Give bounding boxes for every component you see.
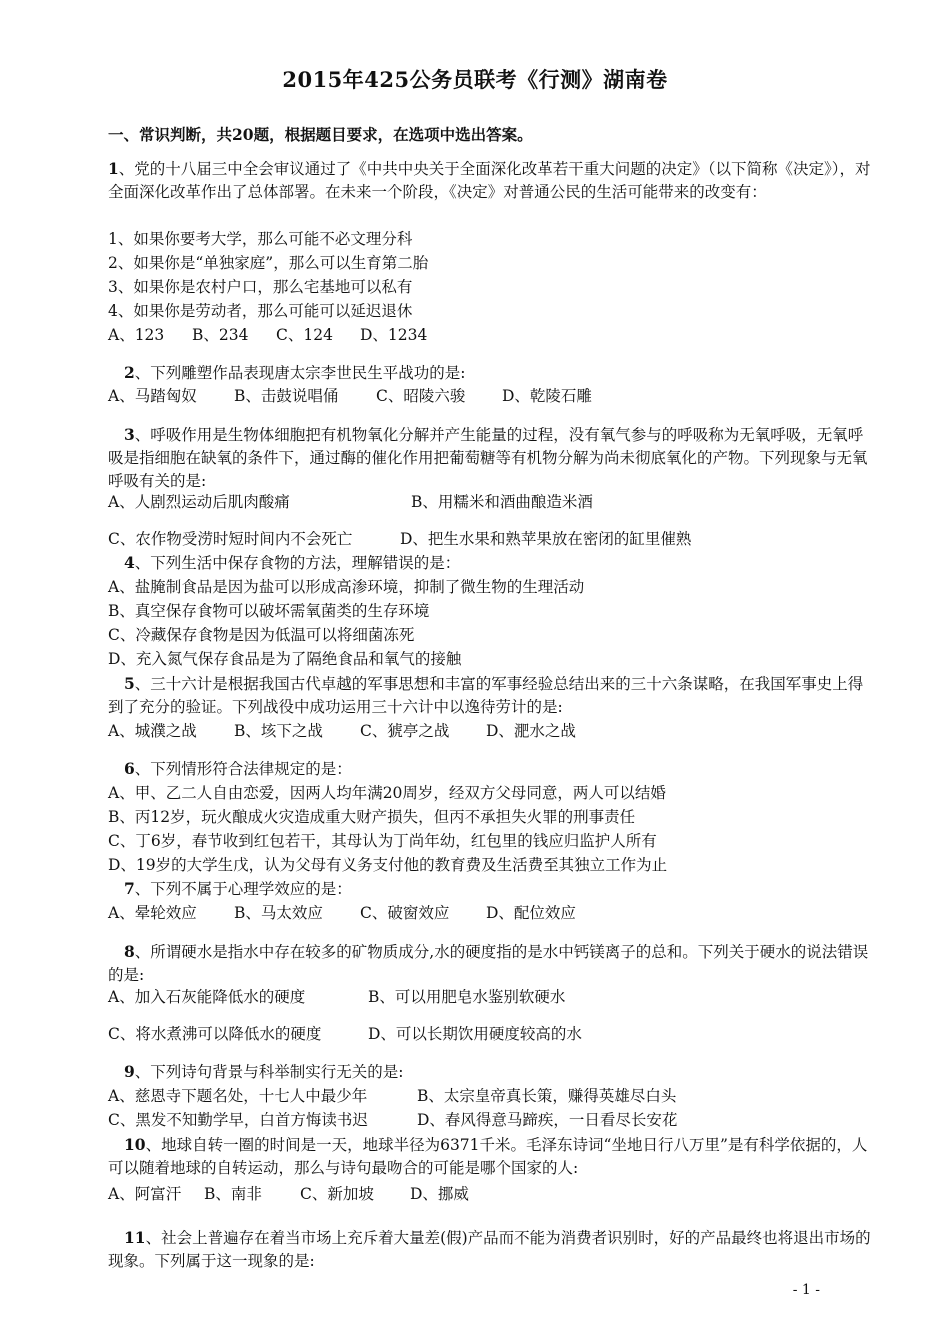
question-number: 7 (124, 879, 135, 898)
option-a: A、马踏匈奴 (108, 387, 197, 405)
question-3 (108, 423, 874, 493)
question-number: 11 (124, 1228, 146, 1247)
list-item: 1、如果你要考大学，那么可能不必文理分科 (108, 230, 413, 248)
option-d: D、淝水之战 (486, 722, 576, 740)
option-c: C、新加坡 (300, 1185, 374, 1203)
question-7 (124, 878, 352, 900)
options-row (108, 986, 565, 1008)
option-b: B、可以用肥皂水鉴别软硬水 (368, 988, 566, 1006)
option-b: B、南非 (204, 1185, 262, 1203)
options-row (108, 720, 576, 742)
options-row (108, 1085, 676, 1107)
option-b: B、丙12岁，玩火酿成火灾造成重大财产损失，但丙不承担失火罪的刑事责任 (108, 808, 636, 826)
section-heading: 一、常识判断，共20题，根据题目要求，在选项中选出答案。 (108, 125, 533, 144)
question-number: 5 (124, 674, 135, 693)
question-2 (124, 362, 466, 384)
options-row (108, 1183, 469, 1205)
question-text: 、所谓硬水是指水中存在较多的矿物质成分,水的硬度指的是水中钙镁离子的总和。下列关于硬水的说法错误的是: (108, 943, 869, 984)
option-d: D、把生水果和熟苹果放在密闭的缸里催熟 (400, 530, 692, 548)
question-number: 1 (108, 159, 119, 178)
options-row (108, 385, 592, 407)
option-d: D、19岁的大学生戊，认为父母有义务支付他的教育费及生活费至其独立工作为止 (108, 856, 668, 874)
question-text: 、三十六计是根据我国古代卓越的军事思想和丰富的军事经验总结出来的三十六条谋略，在我国军事史上得到了充分的验证。下列战役中成功运用三十六计中以逸待劳计的是: (108, 675, 864, 716)
option-a: A、甲、乙二人自由恋爱，因两人均年满20周岁，经双方父母同意，两人可以结婚 (108, 784, 666, 802)
option-a: A、人剧烈运动后肌肉酸痛 (108, 493, 290, 511)
options-row (108, 902, 576, 924)
option-b: B、用糯米和酒曲酿造米酒 (411, 493, 593, 511)
list-item: 3、如果你是农村户口，那么宅基地可以私有 (108, 278, 413, 296)
question-number: 2 (124, 363, 135, 382)
question-text: 、下列雕塑作品表现唐太宗李世民生平战功的是: (134, 364, 466, 382)
option-d: D、充入氮气保存食品是为了隔绝食品和氧气的接触 (108, 650, 462, 668)
options-row (108, 324, 427, 346)
question-text: 、呼吸作用是生物体细胞把有机物氧化分解并产生能量的过程，没有氧气参与的呼吸称为无氧呼吸，无氧呼吸是指细胞在缺氧的条件下，通过酶的催化作用把葡萄糖等有机物分解为尚未彻底氧化的产物。下列现象与无氧呼吸有关的是: (108, 426, 868, 490)
option-c: C、冷藏保存食物是因为低温可以将细菌冻死 (108, 626, 415, 644)
question-4 (124, 552, 460, 574)
option-d: D、春风得意马蹄疾，一日看尽长安花 (417, 1111, 678, 1129)
option-c: C、丁6岁，春节收到红包若干，其母认为丁尚年幼，红包里的钱应归监护人所有 (108, 832, 657, 850)
list-item: 2、如果你是“单独家庭”，那么可以生育第二胎 (108, 254, 429, 272)
question-6 (124, 758, 352, 780)
option-c: C、黑发不知勤学早，白首方悔读书迟 (108, 1111, 368, 1129)
question-1 (108, 157, 874, 204)
question-number: 10 (124, 1135, 146, 1154)
option-d: D、1234 (360, 326, 428, 344)
option-a: A、盐腌制食品是因为盐可以形成高渗环境，抑制了微生物的生理活动 (108, 578, 585, 596)
option-b: B、真空保存食物可以破坏需氧菌类的生存环境 (108, 602, 430, 620)
page-number: - 1 - (792, 1282, 820, 1298)
option-a: A、阿富汗 (108, 1185, 182, 1203)
question-text: 、下列诗句背景与科举制实行无关的是: (134, 1063, 404, 1081)
question-9 (124, 1061, 404, 1083)
question-text: 、下列生活中保存食物的方法，理解错误的是： (134, 554, 461, 572)
option-a: A、慈恩寺下题名处，十七人中最少年 (108, 1087, 368, 1105)
option-b: B、马太效应 (234, 904, 323, 922)
list-item: 4、如果你是劳动者，那么可能可以延迟退休 (108, 302, 413, 320)
question-text: 、党的十八届三中全会审议通过了《中共中央关于全面深化改革若干重大问题的决定》（以下简称《决定》），对全面深化改革作出了总体部署。在未来一个阶段，《决定》对普通公民的生活可能带来的改变有： (108, 160, 871, 201)
question-text: 、下列不属于心理学效应的是： (134, 880, 352, 898)
option-c: C、猇亭之战 (360, 722, 450, 740)
option-a: A、城濮之战 (108, 722, 197, 740)
question-text: 、地球自转一圈的时间是一天，地球半径为6371千米。毛泽东诗词“坐地日行八万里”是有科学依据的，人可以随着地球的自转运动，那么与诗句最吻合的可能是哪个国家的人: (108, 1136, 868, 1177)
option-b: B、垓下之战 (234, 722, 323, 740)
question-11 (108, 1226, 874, 1273)
options-row (108, 1023, 582, 1045)
option-a: A、晕轮效应 (108, 904, 197, 922)
options-row (108, 528, 691, 550)
option-c: C、农作物受涝时短时间内不会死亡 (108, 530, 353, 548)
option-b: B、太宗皇帝真长策，赚得英雄尽白头 (417, 1087, 677, 1105)
option-d: D、乾陵石雕 (502, 387, 592, 405)
question-number: 3 (124, 425, 135, 444)
option-d: D、配位效应 (486, 904, 576, 922)
option-c: C、昭陵六骏 (376, 387, 466, 405)
page-title: 2015年425公务员联考《行测》湖南卷 (282, 67, 668, 92)
question-8 (108, 940, 874, 987)
option-c: C、124 (276, 326, 333, 344)
option-a: A、加入石灰能降低水的硬度 (108, 988, 306, 1006)
question-text: 、下列情形符合法律规定的是： (134, 760, 352, 778)
question-number: 9 (124, 1062, 135, 1081)
question-number: 4 (124, 553, 135, 572)
option-a: A、123 (108, 326, 165, 344)
options-row (108, 491, 593, 513)
option-b: B、234 (192, 326, 249, 344)
option-b: B、击鼓说唱俑 (234, 387, 339, 405)
option-d: D、挪威 (410, 1185, 469, 1203)
option-d: D、可以长期饮用硬度较高的水 (368, 1025, 582, 1043)
option-c: C、将水煮沸可以降低水的硬度 (108, 1025, 322, 1043)
question-text: 、社会上普遍存在着当市场上充斥着大量差(假)产品而不能为消费者识别时，好的产品最终也将退出市场的现象。下列属于这一现象的是: (108, 1229, 871, 1270)
question-10 (108, 1133, 874, 1180)
question-number: 6 (124, 759, 135, 778)
question-5 (108, 672, 874, 719)
question-number: 8 (124, 942, 135, 961)
options-row (108, 1109, 677, 1131)
option-c: C、破窗效应 (360, 904, 450, 922)
